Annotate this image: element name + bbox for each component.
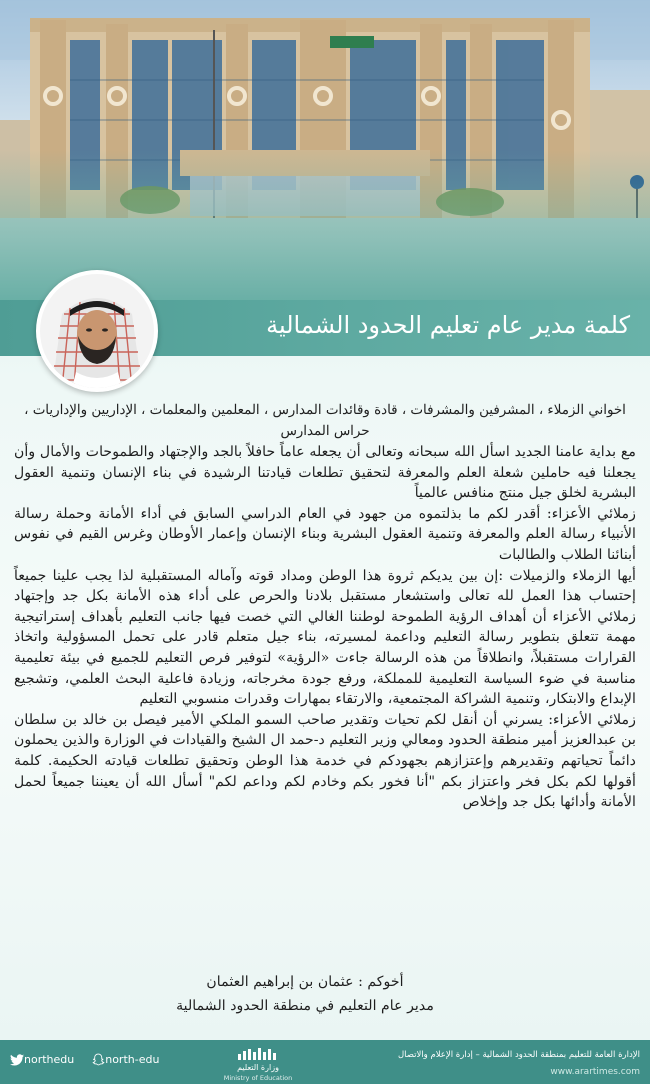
letter-greeting: اخواني الزملاء ، المشرفين والمشرفات ، قادة وقائدات المدارس ، المعلمين والمعلمات ، الإداريين والإداريات ، حراس المدارس (24, 403, 626, 439)
watermark: www.arartimes.com (550, 1067, 640, 1077)
snapchat-handle[interactable]: north-edu (105, 1053, 160, 1066)
header-photo (0, 0, 650, 300)
footer (0, 1040, 650, 1084)
ministry-name-ar: وزارة التعليم (237, 1063, 279, 1072)
department-name: الإدارة العامة للتعليم بمنطقة الحدود الشمالية – إدارة الإعلام والاتصال (397, 1050, 640, 1060)
ministry-name-en: Ministry of Education (223, 1074, 293, 1082)
page-title: كلمة مدير عام تعليم الحدود الشمالية (266, 311, 630, 339)
ministry-logo (218, 1048, 298, 1083)
signature-title: مدير عام التعليم في منطقة الحدود الشمالية (176, 998, 434, 1014)
letter-paragraph: زملائي الأعزاء: أقدر لكم ما بذلتموه من جهود في العام الدراسي السابق في أداء الأمانة وحملة رسالة الأنبياء رسالة العلم والمعرفة وتنمية العقول البشرية وبناء الإنسان وإعمار الأوطان وغرس القيم في نفوس أبنائنا الطلاب والطالبات (14, 505, 636, 563)
letter-paragraph: أيها الزملاء والزميلات :إن بين يديكم ثروة هذا الوطن ومداد قوته وآماله المستقبلية لذا يجب علينا جميعاً إحتساب هذا العمل لله تعالى واستشعار مستقبل بلادنا والحرص على أداء هذه الأمانة بكل جد وإجتهاد زملائي الأعزاء أن أهداف الرؤية الطموحة لوطننا الغالي التي خصت فيها جانب التعليم بأهداف إستراتيجية مهمة تتعلق بتطوير رسالة التعليم وداعمة لمسيرته، بناء جيل متعلم قادر على تحمل المسؤولية واتخاذ القرارات مستقبلاً، وانطلاقاً من هذه الرسالة جاءت «الرؤية» لتوفير فرص التعليم للجميع في بيئة تعليمية مناسبة في ضوء السياسة التعليمية للمملكة، ورفع جودة مخرجاته، وزيادة فاعلية البحث العلمي، وتشجيع الإبداع والابتكار، وتنمية الشراكة المجتمعية، والارتقاء بمهارات وقدرات منسوبي التعليم (14, 567, 636, 708)
twitter-handle[interactable]: northedu (24, 1053, 75, 1066)
person-portrait-icon (40, 274, 154, 388)
avatar (36, 270, 158, 392)
snapchat-ghost-icon[interactable] (92, 1053, 105, 1066)
letter-paragraph: مع بداية عامنا الجديد اسأل الله سبحانه وتعالى أن يجعله عاماً حافلاً بالجد والإجتهاد والطموحات والأمال وأن يجعلنا فيه حاملين شعلة العلم والمعرفة لتحقيق تطلعات قيادتنا الرشيدة في بناء الإنسان وتنمية العقول البشرية لخلق جيل منتج منافس عالمياً (14, 444, 636, 502)
twitter-bird-icon[interactable] (10, 1054, 24, 1066)
signature-block (0, 970, 650, 1018)
letter-paragraph: زملائي الأعزاء: يسرني أن أنقل لكم تحيات وتقدير صاحب السمو الملكي الأمير فيصل بن خالد بن سلطان بن عبدالعزيز أمير منطقة الحدود ومعالي وزير التعليم د-حمد ال الشيخ والقيادات في الوزارة والذين يحملون دائماً تحياتهم وتقديرهم وإعتزازهم بجهودكم في خدمة هذا الوطن وتحقيق تطلعات قيادته الحكيمة. كلمة أقولها لكم بكل فخر واعتزاز بكم "أنا فخور بكم وخادم لكم وداعم لكم" أسأل الله أن يعيننا جميعاً لحمل الأمانة وأدائها بكل جد وإخلاص (14, 711, 636, 811)
closing-line: أخوكم : عثمان بن إبراهيم العثمان (206, 974, 404, 990)
social-handles (10, 1053, 163, 1066)
letter-body (14, 400, 636, 813)
ministry-logo-icon (236, 1048, 280, 1060)
